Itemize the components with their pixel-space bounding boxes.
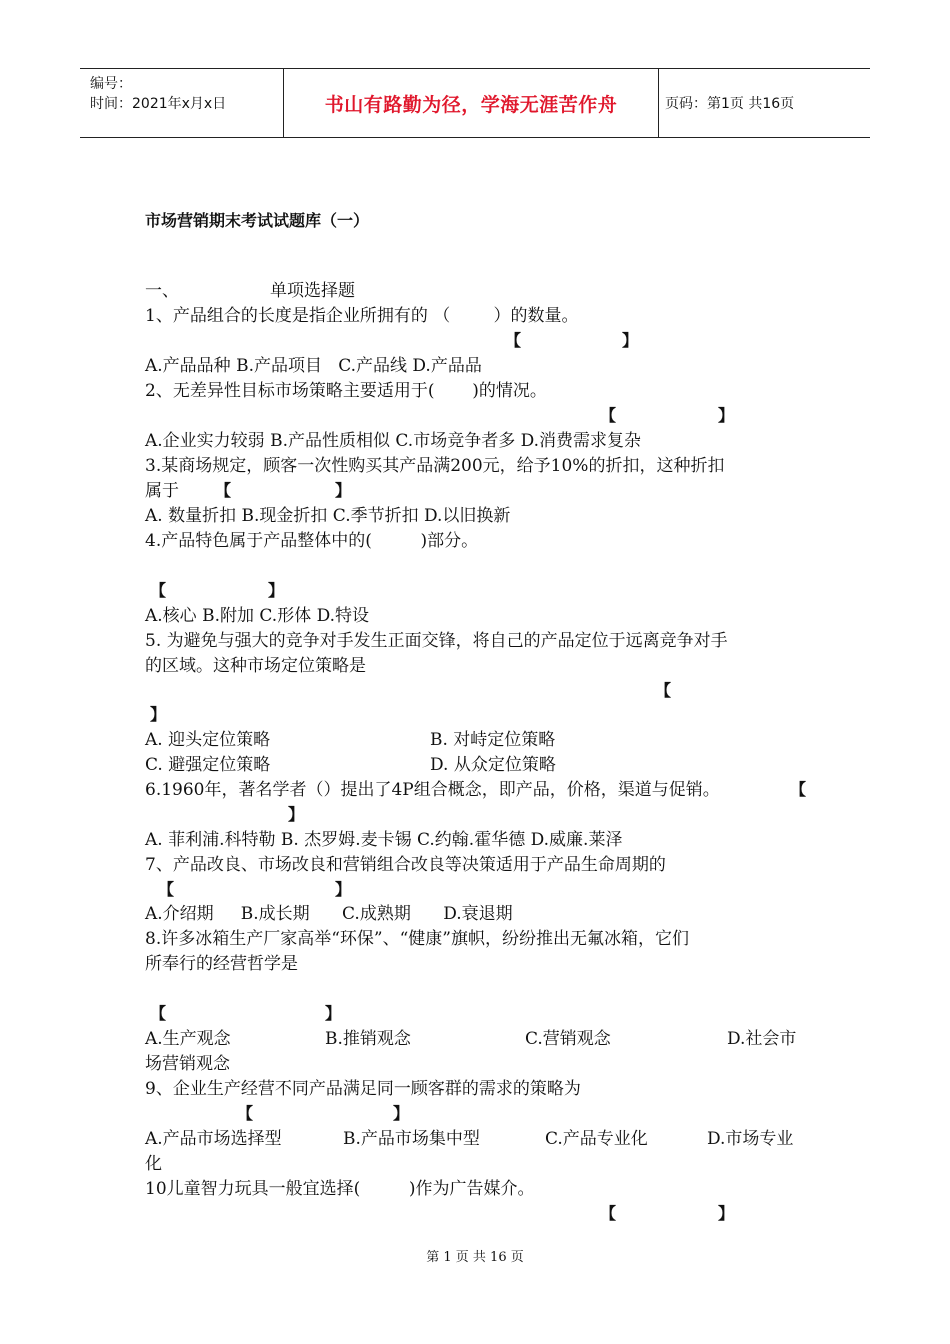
question-9-option-d-cont: 化 xyxy=(145,1154,162,1174)
answer-bracket-close: 】 xyxy=(622,331,639,350)
question-2: 2、无差异性目标市场策略主要适用于( )的情况。 xyxy=(145,381,547,401)
question-5-option-a: A. 迎头定位策略 xyxy=(145,730,271,750)
answer-bracket-open: 【 xyxy=(600,406,617,425)
page-header xyxy=(80,68,870,138)
answer-bracket-open: 【 xyxy=(215,481,232,500)
answer-bracket-close: 】 xyxy=(718,1204,735,1223)
question-8-option-c: C.营销观念 xyxy=(525,1029,611,1049)
section-name: 单项选择题 xyxy=(270,281,355,301)
answer-bracket-open: 【 xyxy=(655,681,672,700)
header-motto: 书山有路勤为径，学海无涯苦作舟 xyxy=(324,93,618,116)
section-index: 一、 xyxy=(145,281,179,301)
header-page-info: 页码：第1页 共16页 xyxy=(665,96,795,112)
answer-bracket-open: 【 xyxy=(600,1204,617,1223)
question-8-option-d-cont: 场营销观念 xyxy=(145,1054,230,1074)
answer-bracket-close: 】 xyxy=(335,481,352,500)
question-8: 8.许多冰箱生产厂家高举“环保”、“健康”旗帜，纷纷推出无氟冰箱，它们 xyxy=(145,929,689,949)
question-9-option-b: B.产品市场集中型 xyxy=(343,1129,480,1149)
question-5-option-c: C. 避强定位策略 xyxy=(145,755,271,775)
header-page-cell xyxy=(659,69,869,137)
answer-bracket-open: 【 xyxy=(237,1104,254,1123)
question-7: 7、产品改良、市场改良和营销组合改良等决策适用于产品生命周期的 xyxy=(145,855,666,875)
question-2-options: A.企业实力较弱 B.产品性质相似 C.市场竞争者多 D.消费需求复杂 xyxy=(145,431,642,451)
answer-bracket-open: 【 xyxy=(505,331,522,350)
header-motto-cell xyxy=(284,69,659,137)
answer-bracket-open: 【 xyxy=(158,880,175,899)
question-1: 1、产品组合的长度是指企业所拥有的 （ ）的数量。 xyxy=(145,306,579,326)
question-8-option-d: D.社会市 xyxy=(727,1029,797,1049)
question-9-option-d: D.市场专业 xyxy=(707,1129,794,1149)
document-time-label: 时间：2021年x月x日 xyxy=(90,96,227,112)
question-7-options: A.介绍期 B.成长期 C.成熟期 D.衰退期 xyxy=(145,904,513,924)
document-number-label: 编号： xyxy=(90,76,132,92)
answer-bracket-close: 】 xyxy=(150,705,167,724)
question-9: 9、企业生产经营不同产品满足同一顾客群的需求的策略为 xyxy=(145,1079,581,1099)
question-8-option-a: A.生产观念 xyxy=(145,1029,231,1049)
answer-bracket-close: 】 xyxy=(718,406,735,425)
question-9-option-c: C.产品专业化 xyxy=(545,1129,648,1149)
question-4: 4.产品特色属于产品整体中的( )部分。 xyxy=(145,531,479,551)
question-5-option-d: D. 从众定位策略 xyxy=(430,755,556,775)
question-4-options: A.核心 B.附加 C.形体 D.特设 xyxy=(145,606,370,626)
answer-bracket-close: 】 xyxy=(393,1104,410,1123)
document-title: 市场营销期末考试试题库（一） xyxy=(145,211,370,230)
question-5-option-b: B. 对峙定位策略 xyxy=(430,730,556,750)
question-3: 3.某商场规定，顾客一次性购买其产品满200元，给予10%的折扣，这种折扣 xyxy=(145,456,725,476)
question-8-cont: 所奉行的经营哲学是 xyxy=(145,954,298,974)
answer-bracket-close: 】 xyxy=(325,1004,342,1023)
header-meta-cell xyxy=(80,69,284,137)
answer-bracket-open: 【 xyxy=(150,1004,167,1023)
answer-bracket-close: 】 xyxy=(268,581,285,600)
question-8-option-b: B.推销观念 xyxy=(325,1029,411,1049)
question-6: 6.1960年，著名学者（）提出了4P组合概念，即产品，价格，渠道与促销。 xyxy=(145,780,720,800)
page-footer: 第 1 页 共 16 页 xyxy=(426,1250,524,1265)
question-10: 10儿童智力玩具一般宜选择( )作为广告媒介。 xyxy=(145,1179,535,1199)
question-1-options: A.产品品种 B.产品项目 C.产品线 D.产品品 xyxy=(145,356,482,376)
question-3-options: A. 数量折扣 B.现金折扣 C.季节折扣 D.以旧换新 xyxy=(145,506,511,526)
question-9-option-a: A.产品市场选择型 xyxy=(145,1129,282,1149)
answer-bracket-open: 【 xyxy=(150,581,167,600)
question-5-cont: 的区域。这种市场定位策略是 xyxy=(145,656,366,676)
answer-bracket-close: 】 xyxy=(288,805,305,824)
question-5: 5. 为避免与强大的竞争对手发生正面交锋，将自己的产品定位于远离竞争对手 xyxy=(145,631,728,651)
answer-bracket-open: 【 xyxy=(790,780,807,799)
question-3-cont: 属于 xyxy=(145,481,179,501)
answer-bracket-close: 】 xyxy=(335,880,352,899)
question-6-options: A. 菲利浦.科特勒 B. 杰罗姆.麦卡锡 C.约翰.霍华德 D.威廉.莱泽 xyxy=(145,830,623,850)
